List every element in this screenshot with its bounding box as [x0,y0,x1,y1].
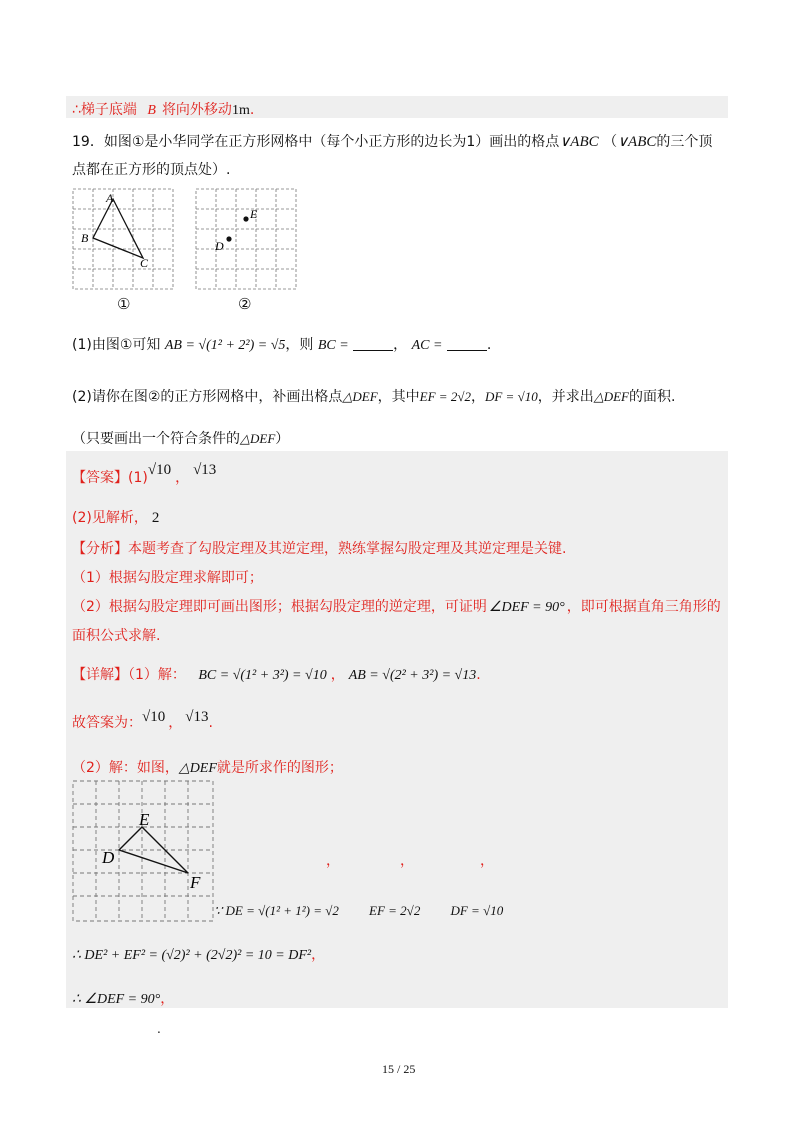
detail-answer-line: 故答案为：√10 ， √13. [72,709,213,731]
comma-2: ， [400,853,414,869]
point-c-label: C [140,256,149,270]
point-e [243,216,248,221]
sol-point-d-label: D [102,848,115,867]
question-part-2: (2)请你在图②的正方形网格中，补画出格点△DEF，其中EF = 2√2，DF = √10，并求出△DEF的面积. [72,389,676,405]
sol-point-f-label: F [190,873,201,892]
ac-answer-blank[interactable] [447,336,487,351]
point-e-label: E [250,207,258,221]
detail-lengths-line: ∵ DE = √(1² + 1²) = √2 EF = 2√2 DF = √10 [214,903,504,918]
detail-line-1: 【详解】（1）解： BC = √(1² + 3²) = √10 ， AB = √(2² + 3²) = √13. [72,667,481,683]
analysis-line-1: 【分析】本题考查了勾股定理及其逆定理，熟练掌握勾股定理及其逆定理是关键. [72,541,567,557]
detail-angle-line: ∴ ∠DEF = 90°， [72,991,175,1007]
point-d [226,236,231,241]
figure-1-label: ① [117,295,131,313]
detail-part-2-heading: （2）解：如图，△DEF就是所求作的图形； [72,760,343,776]
question-line-2: 点都在正方形的顶点处）. [72,162,231,178]
bc-answer-blank[interactable] [353,336,393,351]
point-d-label: D [215,239,224,253]
figure-1-grid [72,188,174,290]
detail-sum-line: ∴ DE² + EF² = (√2)² + (2√2)² = 10 = DF²， [72,947,326,963]
figure-2-label: ② [238,295,252,313]
previous-conclusion: ∴梯子底端 B 将向外移动1m. [72,102,255,118]
analysis-step-2-cont: 面积公式求解. [72,628,161,644]
comma-1: ， [326,853,340,869]
analysis-step-1: （1）根据勾股定理求解即可； [72,570,263,586]
figure-2-grid [195,188,297,290]
analysis-step-2: （2）根据勾股定理即可画出图形；根据勾股定理的逆定理，可证明 ∠DEF = 90° ，即可根据直角三角形的 [72,599,721,615]
point-a-label: A [106,191,114,205]
solution-figure-grid [72,780,214,922]
comma-3: ， [480,853,494,869]
question-note: （只要画出一个符合条件的△DEF） [72,431,290,447]
answer-line-2: (2)见解析， 2 [72,510,160,526]
page-number: 15 / 25 [382,1062,416,1076]
sol-point-e-label: E [139,810,150,829]
trailing-dot: . [157,1022,161,1036]
question-line-1: 19．如图①是小华同学在正方形网格中（每个小正方形的边长为1）画出的格点∨ABC （∨ABC的三个顶 [72,134,713,150]
answer-line-1: 【答案】(1)√10 ， √13 [72,462,217,486]
point-b-label: B [81,231,89,245]
question-part-1: (1)由图①可知 AB = √(1² + 2²) = √5，则 BC = ， AC = . [72,337,492,353]
